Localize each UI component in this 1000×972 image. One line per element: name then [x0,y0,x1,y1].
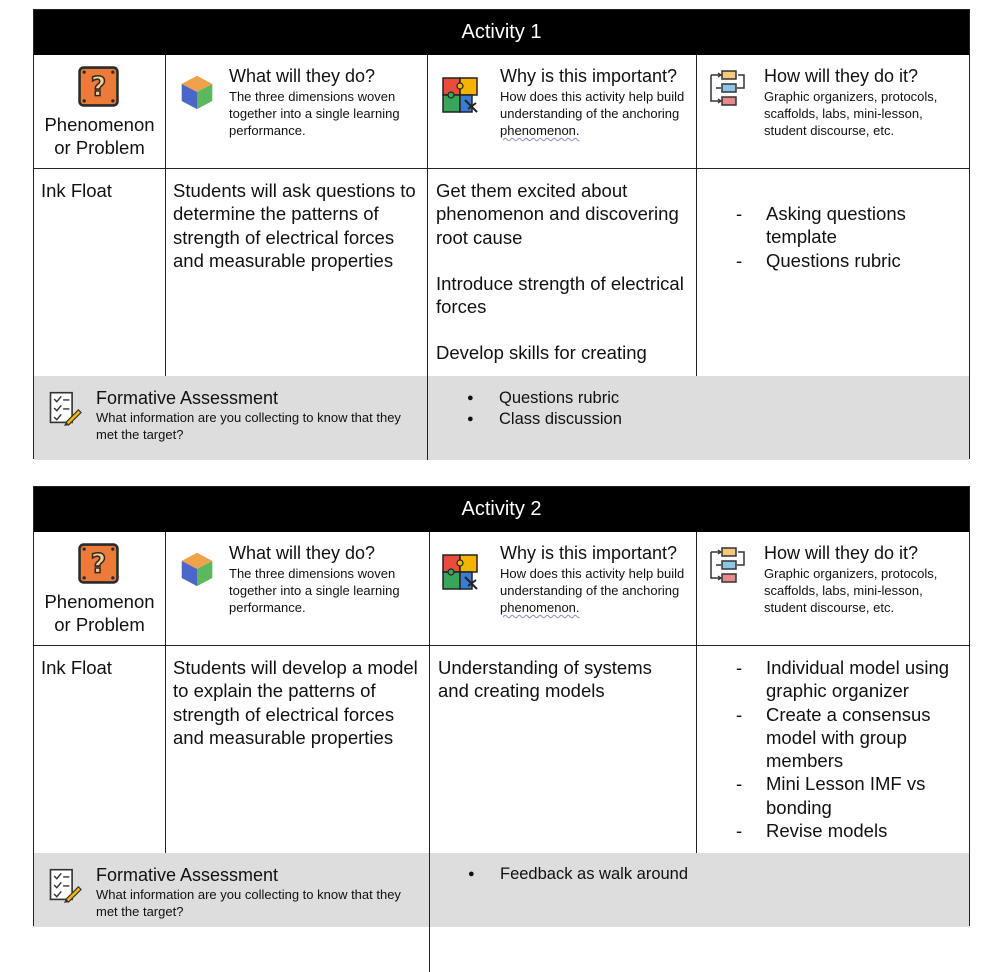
why-item: Get them excited about phenomenon and discovering root cause [436,180,679,248]
divider [427,376,428,460]
how-title: How will they do it? [764,66,919,86]
why-item: Develop skills for creating [436,342,647,364]
assessment-item: ● Class discussion [462,409,942,430]
why-title: Why is this important? [500,66,678,86]
why-header [429,532,696,645]
how-item: - Individual model using graphic organizer [729,656,969,703]
divider [34,168,969,169]
activity-1-table [33,9,970,459]
what-value: Students will ask questions to determine the patterns of strength of electrical forces and measurable properties [173,180,416,271]
activity-2-table [33,486,970,926]
why-item: Understanding of systems and creating models [438,657,652,702]
assessment-item: ● Questions rubric [462,388,942,409]
formative-subtitle: What information are you collecting to know that they met the target? [96,410,401,442]
phenomenon-value: Ink Float [41,180,112,201]
cube-icon [179,549,215,589]
how-item: - Revise models [729,819,969,842]
how-header [696,532,971,645]
checklist-icon [46,389,82,427]
divider [429,853,430,927]
formative-title: Formative Assessment [96,388,279,408]
why-title: Why is this important? [500,543,678,563]
what-header [165,55,427,168]
how-header [696,55,971,168]
assessment-list [462,388,942,430]
why-subtitle: How does this activity help build understanding of the anchoring [500,566,685,598]
cube-icon [179,72,215,112]
assessment-list [463,864,943,885]
flowchart-icon [708,546,748,586]
what-title: What will they do? [229,543,376,563]
puzzle-icon [441,75,481,117]
formative-header [96,865,416,920]
puzzle-icon [441,552,481,594]
what-subtitle: The three dimensions woven together into a single learning performance. [229,89,400,138]
how-item: - Questions rubric [729,249,969,272]
how-subtitle: Graphic organizers, protocols, scaffolds, labs, mini-lesson, student discourse, etc. [764,566,938,615]
what-subtitle: The three dimensions woven together into a single learning performance. [229,566,400,615]
formative-header [96,388,416,443]
assessment-item: ● Feedback as walk around [463,864,943,885]
what-value: Students will develop a model to explain the patterns of strength of electrical forces and measurable properties [173,657,418,748]
how-list [729,202,969,272]
what-title: What will they do? [229,66,376,86]
how-item: - Asking questions template [729,202,969,249]
why-list [436,179,694,365]
formative-title: Formative Assessment [96,865,279,885]
phenomenon-label: Phenomenon or Problem [44,591,155,635]
formative-subtitle: What information are you collecting to know that they met the target? [96,887,401,919]
why-item: Introduce strength of electrical forces [436,272,684,318]
phenomenon-header [34,55,165,168]
how-title: How will they do it? [764,543,919,563]
phenomenon-label: Phenomenon or Problem [44,114,155,158]
question-block-icon [78,66,119,107]
why-list [438,656,668,703]
what-header [165,532,429,645]
divider [34,645,969,646]
question-block-icon [78,543,119,584]
why-subtitle-underlined: phenomenon. [500,123,580,138]
how-item: - Create a consensus model with group members [729,703,969,773]
phenomenon-header [34,532,165,645]
why-header [427,55,696,168]
flowchart-icon [708,69,748,109]
why-subtitle: How does this activity help build understanding of the anchoring [500,89,685,121]
activity-title: Activity 1 [34,10,969,55]
how-list [729,656,969,842]
how-subtitle: Graphic organizers, protocols, scaffolds, labs, mini-lesson, student discourse, etc. [764,89,938,138]
how-item: - Mini Lesson IMF vs bonding [729,772,969,819]
activity-title: Activity 2 [34,487,969,532]
checklist-icon [46,866,82,904]
why-subtitle-underlined: phenomenon. [500,600,580,615]
phenomenon-value: Ink Float [41,657,112,678]
